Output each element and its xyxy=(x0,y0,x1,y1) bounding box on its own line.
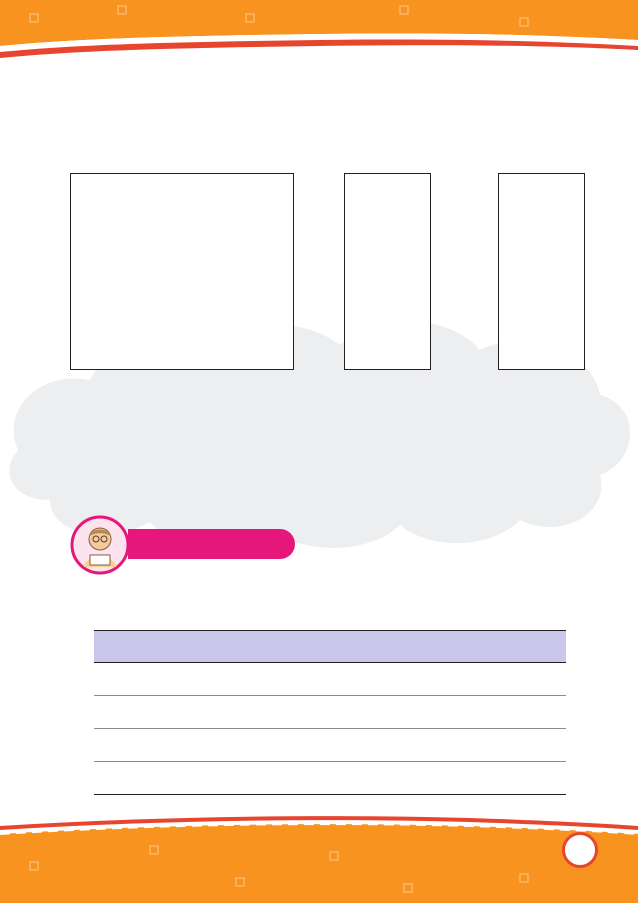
bottom-decorative-band xyxy=(0,812,638,903)
cell-number xyxy=(94,762,196,795)
tens-block-box xyxy=(344,173,431,370)
hundred-cube-flat xyxy=(71,174,293,369)
cell-reading xyxy=(196,663,566,696)
page-number-badge xyxy=(562,832,598,868)
ones-block-box xyxy=(498,173,585,370)
header-reading xyxy=(196,631,566,663)
cell-number xyxy=(94,663,196,696)
table-header-row xyxy=(94,631,566,663)
reading-person-icon xyxy=(70,515,130,575)
number-reading-table xyxy=(94,630,566,795)
table-row xyxy=(94,729,566,762)
hundred-block-box xyxy=(70,173,294,370)
cell-reading xyxy=(196,762,566,795)
cell-reading xyxy=(196,729,566,762)
table-row xyxy=(94,696,566,729)
table-row xyxy=(94,762,566,795)
ones-unit-cubes xyxy=(499,174,584,369)
cell-number xyxy=(94,696,196,729)
top-decorative-band xyxy=(0,0,638,60)
table-row xyxy=(94,663,566,696)
header-number xyxy=(94,631,196,663)
section-badge-bar xyxy=(128,529,295,559)
cell-number xyxy=(94,729,196,762)
section-badge xyxy=(70,515,295,575)
cell-reading xyxy=(196,696,566,729)
tens-cube-rods xyxy=(345,174,430,369)
